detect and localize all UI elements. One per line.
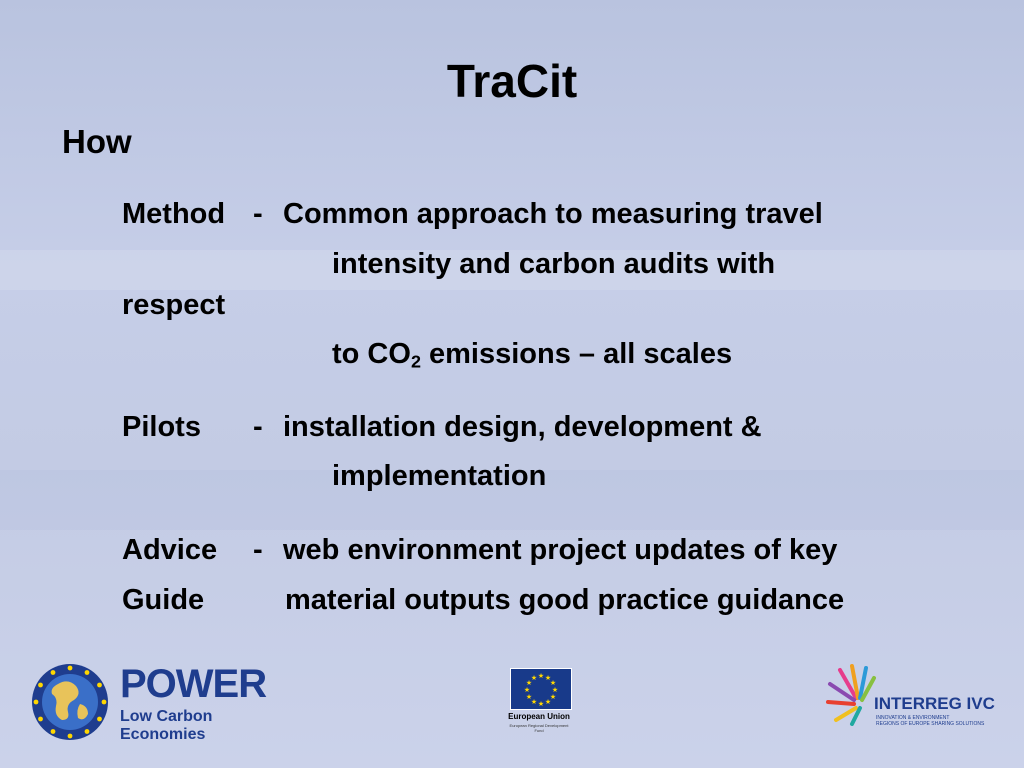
svg-text:★: ★ [549, 693, 557, 701]
interreg-subtitle-1: INNOVATION & ENVIRONMENT [876, 715, 950, 721]
pilots-dash: - [253, 411, 263, 443]
method-line-3: respect [122, 289, 226, 321]
interreg-subtitle [876, 715, 984, 727]
svg-text:★: ★ [525, 679, 533, 687]
advice-line-1: web environment project updates of key [283, 534, 838, 566]
slide-title: TraCit [446, 55, 578, 107]
advice-line-2: material outputs good practice guidance [285, 584, 845, 616]
method-line-1: Common approach to measuring travel [283, 198, 823, 230]
eu-logo [506, 666, 572, 736]
eu-fund-caption: European Regional Development Fund [509, 723, 569, 733]
svg-text:★: ★ [551, 686, 559, 694]
svg-text:★: ★ [525, 693, 533, 701]
pilots-label: Pilots [122, 411, 201, 443]
interreg-rays-icon [826, 664, 876, 726]
power-wordmark: POWER [120, 662, 267, 706]
co2-subscript: 2 [410, 351, 421, 372]
svg-text:★: ★ [544, 698, 552, 706]
pilots-line-2: implementation [332, 460, 547, 492]
interreg-wordmark: INTERREG IVC [874, 694, 995, 713]
svg-text:★: ★ [537, 672, 545, 680]
guide-label: Guide [122, 584, 205, 616]
power-subtitle: Low Carbon Economies [120, 708, 213, 743]
eu-stars-icon [511, 669, 571, 709]
section-heading: How [62, 123, 132, 160]
svg-text:★: ★ [530, 674, 538, 682]
power-logo [28, 660, 278, 744]
globe-icon [28, 660, 112, 744]
interreg-logo [826, 664, 1006, 734]
eu-caption: European Union [508, 712, 570, 721]
svg-text:★: ★ [530, 698, 538, 706]
method-line-4 [332, 338, 732, 371]
svg-text:★: ★ [523, 686, 531, 694]
advice-label: Advice [122, 534, 218, 566]
svg-text:★: ★ [537, 700, 545, 708]
method-label: Method [122, 198, 226, 230]
method-dash: - [253, 198, 263, 230]
interreg-subtitle-2: REGIONS OF EUROPE SHARING SOLUTIONS [876, 721, 985, 727]
svg-text:★: ★ [544, 674, 552, 682]
method-line-4-pre: to CO [332, 338, 411, 370]
eu-flag-icon [510, 668, 572, 710]
pilots-line-1: installation design, development & [283, 411, 762, 443]
svg-text:★: ★ [549, 679, 557, 687]
method-line-4-post: emissions – all scales [420, 338, 733, 370]
method-line-2: intensity and carbon audits with [332, 248, 776, 280]
advice-dash: - [253, 534, 263, 566]
